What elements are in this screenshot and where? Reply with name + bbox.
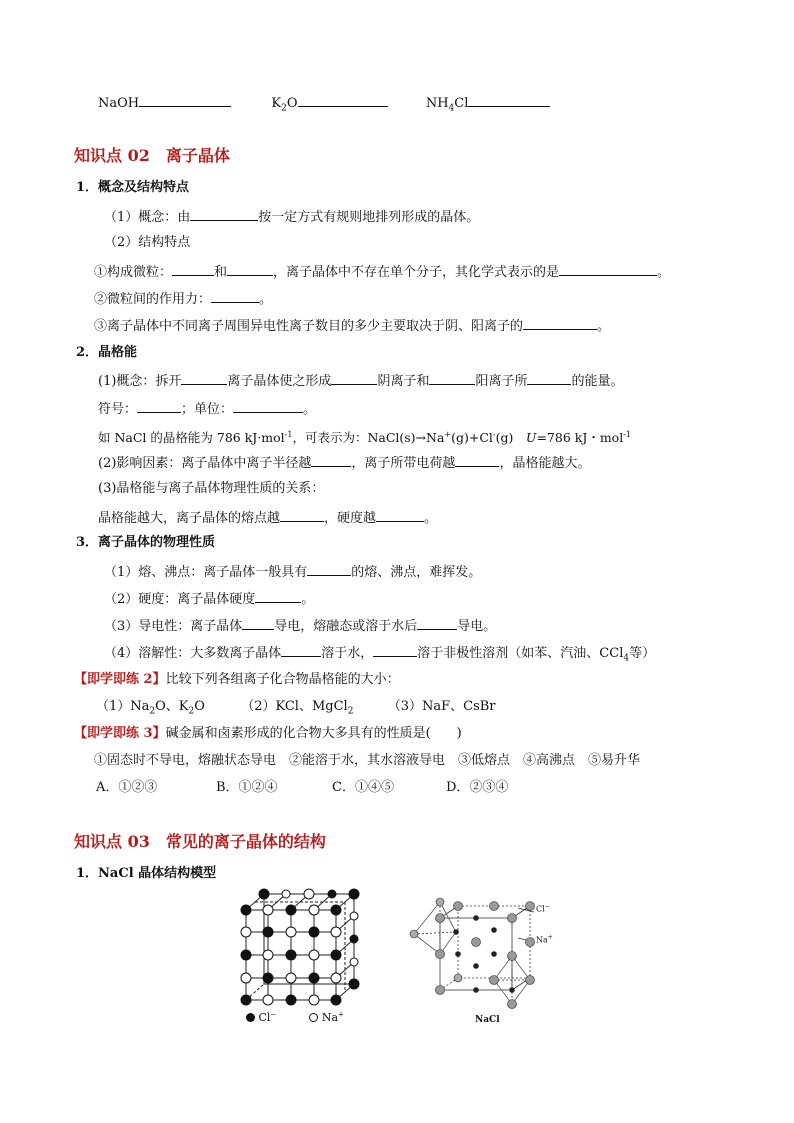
practice-3-items: ①固态时不导电，熔融状态导电 ②能溶于水，其水溶液导电 ③低熔点 ④高沸点 ⑤易升华: [94, 753, 641, 768]
answer-blank[interactable]: [429, 370, 475, 385]
hardness-line: （2）硬度：离子晶体硬度 。: [104, 588, 314, 610]
choice-b[interactable]: B．①②④: [216, 780, 278, 795]
k2o-label: $K_2O$: [271, 96, 298, 114]
factors-line: (2)影响因素：离子晶体中离子半径越 ，离子所带电荷越 ，晶格能越大。: [98, 452, 590, 474]
answer-blank[interactable]: [255, 588, 301, 603]
naoh-label: NaOH: [98, 96, 140, 111]
figure-caption: NaCl: [475, 1015, 500, 1025]
answer-blank[interactable]: [172, 261, 214, 276]
practice-2-options: [96, 697, 496, 722]
particles-line: ①构成微粒： 和 ，离子晶体中不存在单个分子，其化学式表示的是 。: [94, 261, 670, 283]
answer-blank[interactable]: [227, 261, 273, 276]
answer-blank[interactable]: [211, 288, 259, 303]
practice-tag: 【即学即练 2】: [74, 672, 166, 687]
nacl-octahedron-figure: [406, 896, 556, 1016]
subsection-title-properties: 3．离子晶体的物理性质: [76, 535, 216, 550]
answer-blank[interactable]: [137, 398, 181, 413]
option-2: （2）KCl、MgCl$_2$: [241, 699, 354, 717]
melting-line: （1）熔、沸点：离子晶体一般具有 的熔、沸点，难挥发。: [104, 561, 481, 583]
answer-blank[interactable]: [527, 370, 571, 385]
symbol-unit-line: 符号： ；单位： 。: [98, 398, 316, 420]
answer-blank[interactable]: [242, 615, 274, 630]
previous-exercise-line: [98, 92, 550, 119]
answer-blank[interactable]: [139, 92, 231, 107]
sodium-label: Na+: [536, 934, 553, 945]
sodium-legend-icon: [309, 1013, 318, 1022]
practice-tag: 【即学即练 3】: [74, 726, 166, 741]
answer-blank[interactable]: [523, 315, 597, 330]
answer-blank[interactable]: [376, 507, 424, 522]
conductivity-line: （3）导电性：离子晶体 导电，熔融态或溶于水后 导电。: [104, 615, 496, 637]
structure-heading: （2）结构特点: [104, 235, 191, 250]
answer-blank[interactable]: [331, 370, 377, 385]
answer-blank[interactable]: [190, 206, 258, 221]
subsection-title-lattice-energy: 2．晶格能: [76, 345, 138, 360]
lattice-concept-line: (1)概念：拆开 离子晶体使之形成 阴离子和 阳离子所 的能量。: [98, 370, 623, 392]
subsection-title-nacl-model: 1．NaCl 晶体结构模型: [76, 866, 217, 881]
answer-blank[interactable]: [280, 507, 324, 522]
choice-a[interactable]: A．①②③: [96, 780, 158, 795]
option-3: （3）NaF、CsBr: [387, 699, 496, 714]
practice-3: 【即学即练 3】碱金属和卤素形成的化合物大多具有的性质是( ): [74, 726, 462, 741]
answer-blank[interactable]: [281, 642, 321, 657]
choice-c[interactable]: C．①④⑤: [332, 780, 394, 795]
coordination-line: ③离子晶体中不同离子周围异电性离子数目的多少主要取决于阴、阳离子的 。: [94, 315, 610, 337]
answer-blank[interactable]: [468, 92, 550, 107]
choice-d[interactable]: D．②③④: [446, 780, 509, 795]
answer-blank[interactable]: [559, 261, 657, 276]
section-title-kp03: 知识点 03 常见的离子晶体的结构: [74, 832, 326, 851]
chloride-label: Cl−: [536, 903, 550, 914]
answer-blank[interactable]: [455, 452, 499, 467]
force-line: ②微粒间的作用力： 。: [94, 288, 272, 310]
answer-blank[interactable]: [307, 561, 351, 576]
answer-blank[interactable]: [417, 615, 457, 630]
chloride-legend-label: Cl−: [258, 1010, 277, 1024]
nacl-example-line: 如 NaCl 的晶格能为 786 kJ·mol$^{-1}$，可表示为：NaCl(s)→Na+(g)+Cl-(g) U=786 kJ・mol$^{-1}$: [98, 430, 632, 446]
section-title-kp02: 知识点 02 离子晶体: [74, 146, 230, 165]
answer-blank[interactable]: [298, 92, 388, 107]
answer-blank[interactable]: [373, 642, 417, 657]
concept-line: （1）概念：由 按一定方式有规则地排列形成的晶体。: [104, 206, 479, 228]
sodium-legend-label: Na+: [321, 1010, 344, 1024]
solubility-line: （4）溶解性：大多数离子晶体 溶于水， 溶于非极性溶剂（如苯、汽油、CCl$_4$等）: [104, 642, 655, 669]
subsection-title-concept: 1．概念及结构特点: [76, 180, 190, 195]
option-1: $(1)Na_2O$、$K_2O$: [96, 699, 205, 717]
answer-blank[interactable]: [311, 452, 351, 467]
nh4cl-label: $NH_4Cl$: [425, 96, 469, 114]
answer-blank[interactable]: [181, 370, 227, 385]
relation-heading: (3)晶格能与离子晶体物理性质的关系：: [98, 481, 325, 496]
practice-2: 【即学即练 2】比较下列各组离子化合物晶格能的大小：: [74, 672, 400, 687]
answer-blank[interactable]: [233, 398, 303, 413]
lattice-legend: [246, 1004, 344, 1028]
relation-line: 晶格能越大，离子晶体的熔点越 ，硬度越 。: [98, 507, 437, 529]
chloride-legend-icon: [246, 1013, 255, 1022]
